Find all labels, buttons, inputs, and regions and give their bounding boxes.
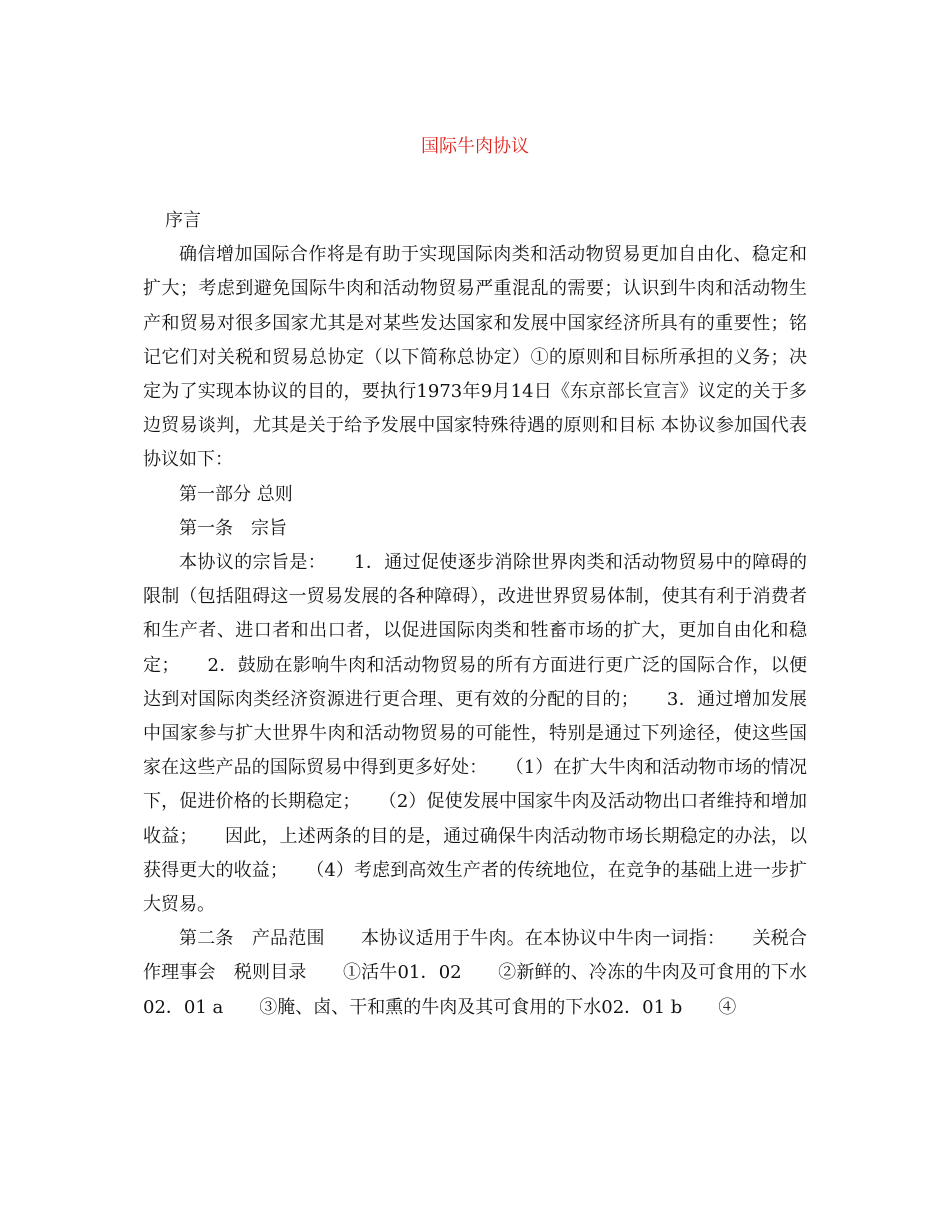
document-title: 国际牛肉协议 — [421, 136, 529, 157]
paragraph-preamble: 确信增加国际合作将是有助于实现国际肉类和活动物贸易更加自由化、稳定和扩大；考虑到避免国际牛肉和活动物贸易严重混乱的需要；认识到牛肉和活动物生产和贸易对很多国家尤其是对某些发达国家和发展中国家经济所具有的重要性；铭记它们对关税和贸易总协定（以下简称总协定）①的原则和目标所承担的义务；决定为了实现本协议的目的，要执行1973年9月14日《东京部长宣言》议定的关于多边贸易谈判，尤其是关于给予发展中国家特殊待遇的原则和目标 本协议参加国代表协议如下： — [143, 244, 807, 471]
paragraph-preface-heading: 序言 — [165, 210, 201, 231]
document-body — [143, 204, 807, 1025]
paragraph-part-one-heading: 第一部分 总则 — [179, 483, 293, 505]
paragraph-article-two: 第二条 产品范围 本协议适用于牛肉。在本协议中牛肉一词指： 关税合作理事会 税则目录 ①活牛01．02 ②新鲜的、冷冻的牛肉及可食用的下水02．01 a ③腌、卤、干和熏的牛肉及其可食用的下水02．01 b ④ — [143, 928, 807, 1018]
paragraph-article-one-body: 本协议的宗旨是： 1．通过促使逐步消除世界肉类和活动物贸易中的障碍的限制（包括阻碍这一贸易发展的各种障碍），改进世界贸易体制，使其有利于消费者和生产者、进口者和出口者，以促进国际肉类和牲畜市场的扩大，更加自由化和稳定； 2．鼓励在影响牛肉和活动物贸易的所有方面进行更广泛的国际合作，以便达到对国际肉类经济资源进行更合理、更有效的分配的目的； 3．通过增加发展中国家参与扩大世界牛肉和活动物贸易的可能性，特别是通过下列途径，使这些国家在这些产品的国际贸易中得到更多好处： （1）在扩大牛肉和活动物市场的情况下，促进价格的长期稳定； （2）促使发展中国家牛肉及活动物出口者维持和增加收益； 因此，上述两条的目的是，通过确保牛肉活动物市场长期稳定的办法，以获得更大的收益； （4）考虑到高效生产者的传统地位，在竞争的基础上进一步扩大贸易。 — [143, 552, 807, 916]
document-page — [143, 130, 807, 1025]
paragraph-article-one-heading: 第一条 宗旨 — [179, 517, 287, 539]
